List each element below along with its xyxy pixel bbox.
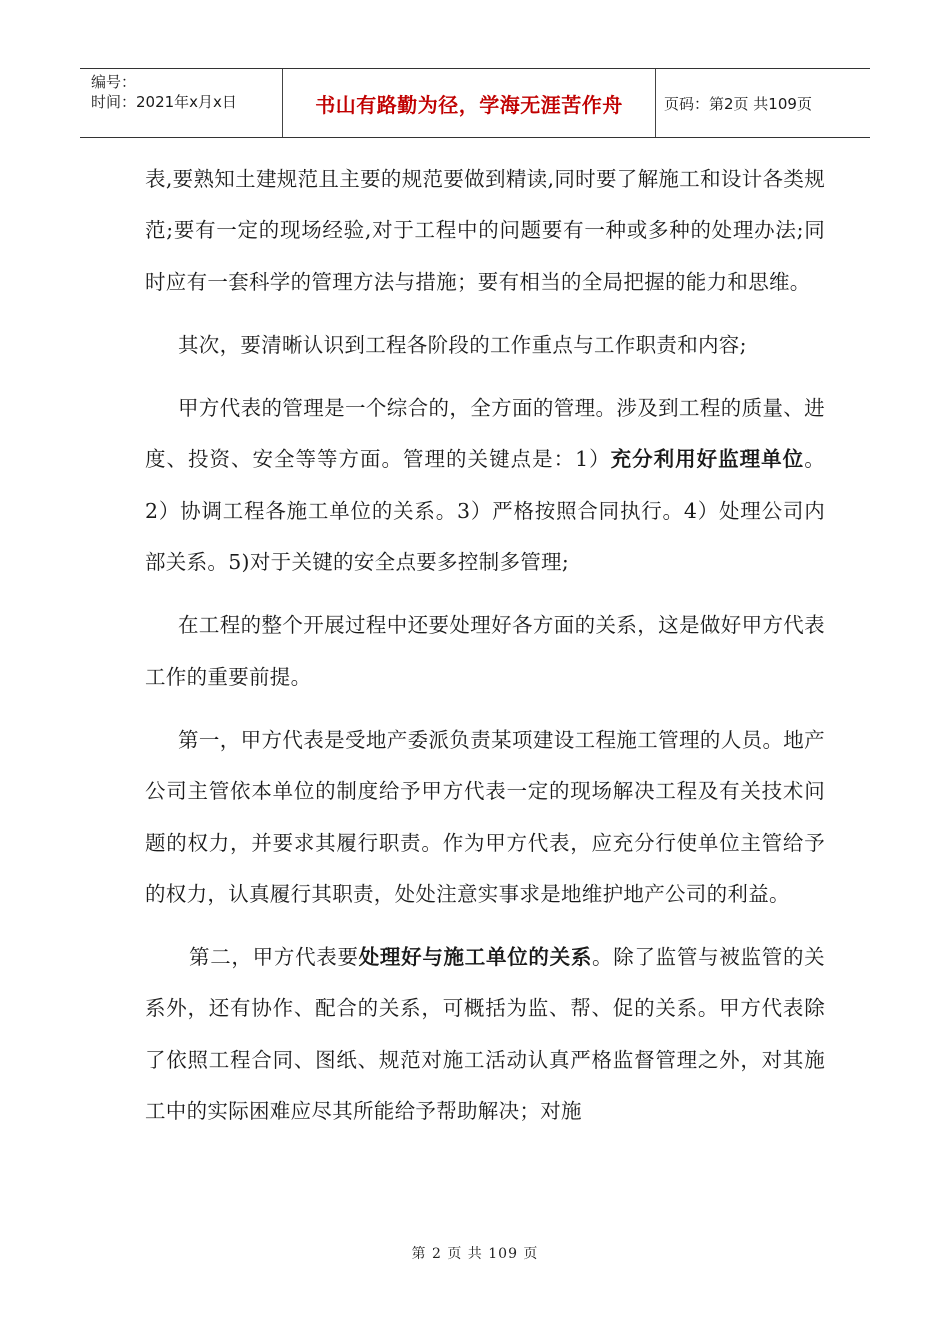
paragraph-6-part-b: 。除了监管与被监管的关系外，还有协作、配合的关系，可概括为监、帮、促的关系。甲方代表除了依照工程合同、图纸、规范对施工活动认真严格监督管理之外，对其施工中的实际困难应尽其所能给予帮助解决；对施 [145, 945, 825, 1124]
document-body [145, 154, 825, 1137]
number-label: 编号： [91, 73, 137, 91]
paragraph-6-part-a: 第二，甲方代表要 [189, 945, 359, 970]
header-page-cell [656, 69, 870, 137]
header-motto-cell [283, 69, 656, 137]
page-footer: 第 2 页 共 109 页 [411, 1246, 539, 1262]
header-meta-cell [80, 69, 283, 137]
paragraph-3-bold: 充分利用好监理单位 [610, 447, 805, 472]
paragraph-5: 第一，甲方代表是受地产委派负责某项建设工程施工管理的人员。地产公司主管依本单位的制度给予甲方代表一定的现场解决工程及有关技术问题的权力，并要求其履行职责。作为甲方代表，应充分行使单位主管给予的权力，认真履行其职责，处处注意实事求是地维护地产公司的利益。 [145, 727, 825, 906]
document-header [80, 68, 870, 138]
time-label: 时间：2021年x月x日 [91, 93, 237, 111]
motto: 书山有路勤为径，学海无涯苦作舟 [315, 92, 623, 117]
paragraph-6-bold: 处理好与施工单位的关系 [358, 945, 593, 970]
paragraph-2: 其次，要清晰认识到工程各阶段的工作重点与工作职责和内容; [178, 332, 747, 357]
paragraph-3 [145, 383, 825, 588]
page-code: 页码：第2页 共109页 [664, 94, 812, 113]
paragraph-4: 在工程的整个开展过程中还要处理好各方面的关系，这是做好甲方代表工作的重要前提。 [145, 613, 825, 689]
paragraph-6 [145, 932, 825, 1137]
paragraph-1: 表,要熟知土建规范且主要的规范要做到精读,同时要了解施工和设计各类规范;要有一定的现场经验,对于工程中的问题要有一种或多种的处理办法;同时应有一套科学的管理方法与措施；要有相当的全局把握的能力和思维。 [145, 167, 825, 294]
paragraph-3-part-a: 甲方代表的管理是一个综合的，全方面的管理。涉及到工程的质量、进度、投资、安全等等方面。管理的关键点是：1） [145, 396, 825, 472]
paragraph-3-part-b: 。2）协调工程各施工单位的关系。3）严格按照合同执行。4）处理公司内部关系。5)对于关键的安全点要多控制多管理; [145, 447, 825, 575]
